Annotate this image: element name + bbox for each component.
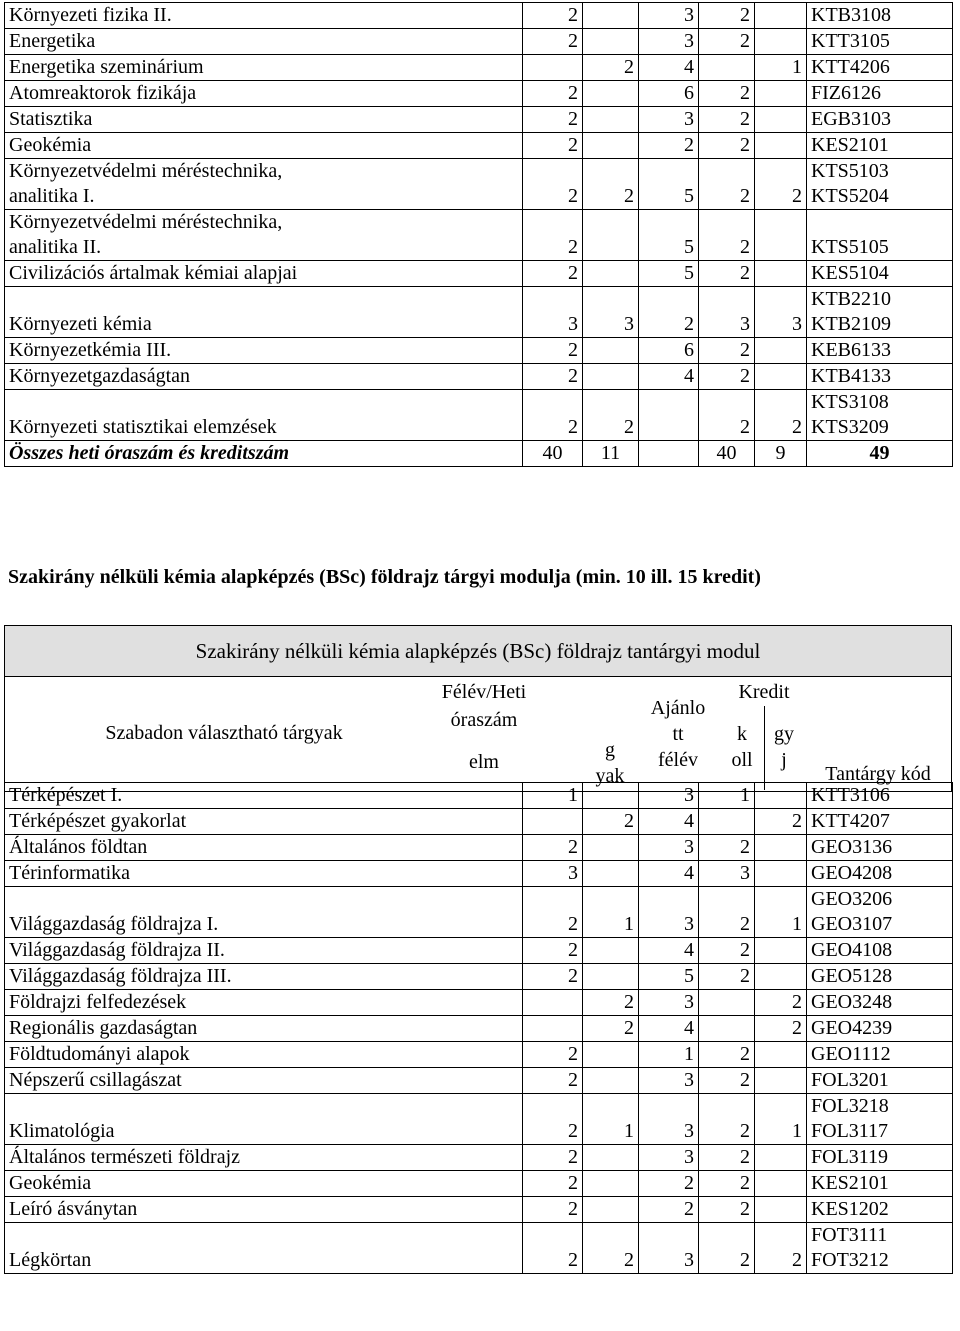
value-cell-a: 2 [523, 1197, 583, 1223]
value-cell-c: 2 [639, 1171, 699, 1197]
course-code [807, 1094, 953, 1145]
value-cell-c: 1 [639, 1042, 699, 1068]
value-cell-b: 2 [583, 809, 639, 835]
course-name: Geokémia [5, 133, 523, 159]
course-code: KEB6133 [807, 338, 953, 364]
value-cell-c: 3 [639, 1094, 699, 1145]
value-cell-e: 2 [755, 990, 807, 1016]
course-code [807, 159, 953, 210]
value-cell-e [755, 3, 807, 29]
value-cell-d: 2 [699, 338, 755, 364]
header-k: k [737, 723, 747, 745]
value-cell-a [523, 55, 583, 81]
course-name-line-2: Világgazdaság földrajza I. [9, 913, 219, 935]
value-cell-b [583, 133, 639, 159]
course-name-line-2: Környezeti statisztikai elemzések [9, 416, 277, 438]
course-code-line-2: KTS5105 [811, 236, 889, 258]
value-cell-d: 1 [699, 783, 755, 809]
value-cell-e [755, 938, 807, 964]
table-row [5, 133, 953, 159]
table-row [5, 261, 953, 287]
course-code-line-1 [811, 210, 948, 235]
table-row [5, 783, 953, 809]
value-cell-d: 2 [699, 261, 755, 287]
value-cell-a: 1 [523, 783, 583, 809]
value-cell-a: 2 [523, 29, 583, 55]
course-code: GEO5128 [807, 964, 953, 990]
value-cell-e [755, 338, 807, 364]
value-cell-a: 2 [523, 133, 583, 159]
value-cell-d: 2 [699, 390, 755, 441]
value-cell-b [583, 964, 639, 990]
course-name [5, 390, 523, 441]
course-name: Térképészet I. [5, 783, 523, 809]
value-cell-c: 6 [639, 81, 699, 107]
value-cell-a: 2 [523, 390, 583, 441]
value-cell-e [755, 835, 807, 861]
course-code-line-2: FOT3212 [811, 1249, 889, 1271]
value-cell-c: 3 [639, 1145, 699, 1171]
value-cell-e [755, 1042, 807, 1068]
course-name-line-1 [9, 1094, 518, 1119]
table-row [5, 55, 953, 81]
table-row [5, 990, 953, 1016]
course-code-line-1: KTS5103 [811, 160, 889, 182]
course-name: Földtudományi alapok [5, 1042, 523, 1068]
value-cell-b [583, 210, 639, 261]
value-cell-d [699, 990, 755, 1016]
value-cell-a: 2 [523, 1145, 583, 1171]
value-cell-c: 4 [639, 861, 699, 887]
value-cell-b [583, 107, 639, 133]
course-code: FOL3119 [807, 1145, 953, 1171]
course-code: GEO4239 [807, 1016, 953, 1042]
course-name: Térképészet gyakorlat [5, 809, 523, 835]
value-cell-a [523, 990, 583, 1016]
course-name-line-1 [9, 390, 518, 415]
value-cell-b: 2 [583, 1223, 639, 1274]
value-cell-a [523, 1016, 583, 1042]
value-cell-b [583, 1068, 639, 1094]
value-cell-d: 2 [699, 159, 755, 210]
course-code: KTB4133 [807, 364, 953, 390]
course-code: KES5104 [807, 261, 953, 287]
value-cell-a: 2 [523, 887, 583, 938]
course-code: KTB3108 [807, 3, 953, 29]
course-code: GEO1112 [807, 1042, 953, 1068]
course-name-line-2: Légkörtan [9, 1249, 92, 1271]
value-cell-b [583, 1197, 639, 1223]
value-cell-b: 2 [583, 990, 639, 1016]
course-name: Világgazdaság földrajza III. [5, 964, 523, 990]
course-name: Leíró ásványtan [5, 1197, 523, 1223]
table-row [5, 809, 953, 835]
value-cell-c: 6 [639, 338, 699, 364]
value-cell-d: 2 [699, 1197, 755, 1223]
table-row [5, 1171, 953, 1197]
value-cell-b [583, 29, 639, 55]
table-row [5, 887, 953, 938]
header-subjects: Szabadon választható tárgyak [105, 722, 343, 744]
course-name-line-2: Környezeti kémia [9, 313, 152, 335]
header-ajanlo-3: félév [658, 749, 698, 771]
module-banner: Szakirány nélküli kémia alapképzés (BSc) földrajz tantárgyi modul [4, 625, 952, 677]
value-cell-a: 2 [523, 210, 583, 261]
value-cell-e: 2 [755, 390, 807, 441]
course-code-line-1: GEO3206 [811, 888, 893, 910]
value-cell-c: 2 [639, 287, 699, 338]
value-cell-e: 1 [755, 55, 807, 81]
course-code: EGB3103 [807, 107, 953, 133]
value-cell-a: 2 [523, 1223, 583, 1274]
value-cell-a: 2 [523, 938, 583, 964]
value-cell-b [583, 364, 639, 390]
value-cell-d: 2 [699, 107, 755, 133]
value-cell-c: 4 [639, 1016, 699, 1042]
value-cell-e: 2 [755, 159, 807, 210]
value-cell-b: 3 [583, 287, 639, 338]
course-code: KTT4206 [807, 55, 953, 81]
course-name-line-2: analitika II. [9, 236, 102, 258]
value-cell-e [755, 81, 807, 107]
table-row [5, 1197, 953, 1223]
course-code: GEO3136 [807, 835, 953, 861]
value-cell-c: 5 [639, 210, 699, 261]
value-cell-d: 2 [699, 3, 755, 29]
course-code [807, 210, 953, 261]
course-code [807, 287, 953, 338]
value-cell-e [755, 1145, 807, 1171]
total-label: Összes heti óraszám és kreditszám [5, 441, 523, 467]
value-cell-c: 4 [639, 938, 699, 964]
course-name: Népszerű csillagászat [5, 1068, 523, 1094]
value-cell-b [583, 338, 639, 364]
value-cell-e [755, 210, 807, 261]
value-cell-c: 5 [639, 964, 699, 990]
value-cell-a: 2 [523, 261, 583, 287]
table-row [5, 861, 953, 887]
course-name [5, 887, 523, 938]
value-cell-c: 3 [639, 887, 699, 938]
course-code-line-1: FOT3111 [811, 1224, 888, 1246]
course-name [5, 210, 523, 261]
value-cell-e: 3 [755, 287, 807, 338]
course-name: Környezetgazdaságtan [5, 364, 523, 390]
value-cell-e [755, 1068, 807, 1094]
header-ajanlo-2: tt [672, 723, 684, 745]
header-oraszam: óraszám [450, 709, 518, 731]
value-cell-e [755, 861, 807, 887]
table-row [5, 338, 953, 364]
value-cell-c [639, 390, 699, 441]
table-row [5, 938, 953, 964]
value-cell-d: 2 [699, 964, 755, 990]
value-cell-d [699, 1016, 755, 1042]
course-name: Energetika [5, 29, 523, 55]
table-row [5, 1145, 953, 1171]
value-cell-d [699, 809, 755, 835]
course-name-line-2: Klimatológia [9, 1120, 115, 1142]
course-name-line-1 [9, 287, 518, 312]
value-cell-b [583, 783, 639, 809]
value-cell-e [755, 29, 807, 55]
header-g: g [605, 739, 615, 761]
value-cell-b [583, 261, 639, 287]
value-cell-e: 2 [755, 1223, 807, 1274]
value-cell-d: 2 [699, 1171, 755, 1197]
value-cell-b [583, 835, 639, 861]
course-name: Civilizációs ártalmak kémiai alapjai [5, 261, 523, 287]
course-code: KTT3105 [807, 29, 953, 55]
total-value-c [639, 441, 699, 467]
value-cell-d: 2 [699, 210, 755, 261]
value-cell-a: 2 [523, 81, 583, 107]
value-cell-b: 2 [583, 159, 639, 210]
value-cell-a: 2 [523, 964, 583, 990]
value-cell-e: 1 [755, 887, 807, 938]
course-name: Statisztika [5, 107, 523, 133]
header-felev-heti: Félév/Heti [441, 681, 527, 703]
value-cell-e: 2 [755, 1016, 807, 1042]
course-code: KES2101 [807, 133, 953, 159]
value-cell-b [583, 938, 639, 964]
value-cell-a: 2 [523, 364, 583, 390]
value-cell-c: 3 [639, 29, 699, 55]
course-name: Energetika szeminárium [5, 55, 523, 81]
value-cell-c: 3 [639, 3, 699, 29]
course-code: GEO4208 [807, 861, 953, 887]
value-cell-e [755, 107, 807, 133]
value-cell-a: 2 [523, 1042, 583, 1068]
value-cell-b: 1 [583, 1094, 639, 1145]
value-cell-c: 3 [639, 835, 699, 861]
total-value-b: 11 [583, 441, 639, 467]
value-cell-d: 2 [699, 1145, 755, 1171]
value-cell-a: 2 [523, 338, 583, 364]
value-cell-c: 2 [639, 133, 699, 159]
course-name: Földrajzi felfedezések [5, 990, 523, 1016]
course-name: Atomreaktorok fizikája [5, 81, 523, 107]
value-cell-d: 2 [699, 81, 755, 107]
total-row [5, 441, 953, 467]
course-code: KES1202 [807, 1197, 953, 1223]
course-code: FOL3201 [807, 1068, 953, 1094]
course-name [5, 287, 523, 338]
value-cell-b [583, 1171, 639, 1197]
value-cell-a [523, 809, 583, 835]
value-cell-c: 5 [639, 159, 699, 210]
value-cell-e [755, 964, 807, 990]
value-cell-d: 2 [699, 887, 755, 938]
value-cell-b: 2 [583, 1016, 639, 1042]
value-cell-a: 3 [523, 861, 583, 887]
value-cell-d: 2 [699, 1223, 755, 1274]
course-name: Általános természeti földrajz [5, 1145, 523, 1171]
value-cell-c: 4 [639, 364, 699, 390]
header-oll: oll [731, 749, 753, 771]
header-code: Tantárgy kód [825, 763, 931, 785]
course-code: KTT4207 [807, 809, 953, 835]
header-yak: yak [595, 765, 625, 787]
table-row [5, 1068, 953, 1094]
course-code-line-1: KTB2210 [811, 288, 891, 310]
course-code-line-2: FOL3117 [811, 1120, 889, 1142]
table-row [5, 3, 953, 29]
module-title: Szakirány nélküli kémia alapképzés (BSc) földrajz tárgyi modulja (min. 10 ill. 15 kredit) [8, 566, 761, 588]
value-cell-c: 5 [639, 261, 699, 287]
value-cell-a: 2 [523, 107, 583, 133]
value-cell-d: 2 [699, 29, 755, 55]
course-code: KES2101 [807, 1171, 953, 1197]
course-code-line-1: KTS3108 [811, 391, 889, 413]
value-cell-c: 4 [639, 55, 699, 81]
total-value-d: 40 [699, 441, 755, 467]
value-cell-e [755, 364, 807, 390]
value-cell-b [583, 861, 639, 887]
module-course-table [4, 782, 953, 1274]
value-cell-c: 2 [639, 1197, 699, 1223]
course-name [5, 159, 523, 210]
value-cell-e [755, 1171, 807, 1197]
header-gy: gy [774, 723, 794, 745]
table-row [5, 1223, 953, 1274]
table-row [5, 81, 953, 107]
header-ajanlo-1: Ajánlo [650, 697, 706, 719]
value-cell-d: 2 [699, 938, 755, 964]
value-cell-e [755, 133, 807, 159]
total-credits: 49 [807, 441, 953, 467]
course-code-line-2: KTS3209 [811, 416, 889, 438]
course-name: Geokémia [5, 1171, 523, 1197]
course-name [5, 1094, 523, 1145]
course-code [807, 1223, 953, 1274]
total-value-a: 40 [523, 441, 583, 467]
value-cell-b [583, 1145, 639, 1171]
course-code-line-2: KTB2109 [811, 313, 891, 335]
value-cell-c: 3 [639, 1068, 699, 1094]
value-cell-b [583, 81, 639, 107]
course-name-line-1 [9, 887, 518, 912]
value-cell-d: 3 [699, 861, 755, 887]
table-row [5, 390, 953, 441]
course-code: KTT3106 [807, 783, 953, 809]
course-code: FIZ6126 [807, 81, 953, 107]
value-cell-a: 2 [523, 3, 583, 29]
value-cell-b [583, 3, 639, 29]
header-kredit: Kredit [738, 681, 790, 703]
course-code [807, 887, 953, 938]
table-row [5, 287, 953, 338]
value-cell-d: 2 [699, 133, 755, 159]
table-row [5, 1016, 953, 1042]
table-row [5, 1094, 953, 1145]
course-name: Környezeti fizika II. [5, 3, 523, 29]
table-row [5, 159, 953, 210]
table-row [5, 29, 953, 55]
value-cell-d: 2 [699, 1094, 755, 1145]
table-row [5, 1042, 953, 1068]
value-cell-a: 3 [523, 287, 583, 338]
module-table-header [4, 676, 952, 792]
value-cell-e [755, 261, 807, 287]
table-row [5, 107, 953, 133]
course-name-line-1: Környezetvédelmi méréstechnika, [9, 160, 283, 182]
course-name: Térinformatika [5, 861, 523, 887]
value-cell-a: 2 [523, 1094, 583, 1145]
total-value-e: 9 [755, 441, 807, 467]
value-cell-e [755, 783, 807, 809]
value-cell-c: 3 [639, 783, 699, 809]
value-cell-d [699, 55, 755, 81]
value-cell-b: 2 [583, 390, 639, 441]
table-row [5, 364, 953, 390]
value-cell-c: 3 [639, 1223, 699, 1274]
value-cell-a: 2 [523, 159, 583, 210]
value-cell-b: 2 [583, 55, 639, 81]
value-cell-d: 2 [699, 1042, 755, 1068]
header-elm: elm [469, 751, 499, 773]
course-name-line-1: Környezetvédelmi méréstechnika, [9, 211, 283, 233]
value-cell-e [755, 1197, 807, 1223]
top-course-table [4, 2, 953, 467]
course-name: Regionális gazdaságtan [5, 1016, 523, 1042]
table-row [5, 835, 953, 861]
value-cell-c: 4 [639, 809, 699, 835]
course-code [807, 390, 953, 441]
course-name: Általános földtan [5, 835, 523, 861]
value-cell-e: 2 [755, 809, 807, 835]
course-name-line-2: analitika I. [9, 185, 95, 207]
course-code: GEO3248 [807, 990, 953, 1016]
value-cell-b [583, 1042, 639, 1068]
value-cell-d: 2 [699, 1068, 755, 1094]
course-name: Világgazdaság földrajza II. [5, 938, 523, 964]
course-name [5, 1223, 523, 1274]
course-code: GEO4108 [807, 938, 953, 964]
value-cell-e: 1 [755, 1094, 807, 1145]
table-row [5, 964, 953, 990]
course-name-line-1 [9, 1223, 518, 1248]
value-cell-d: 3 [699, 287, 755, 338]
value-cell-c: 3 [639, 107, 699, 133]
value-cell-c: 3 [639, 990, 699, 1016]
value-cell-d: 2 [699, 835, 755, 861]
value-cell-b: 1 [583, 887, 639, 938]
course-code-line-2: KTS5204 [811, 185, 889, 207]
value-cell-d: 2 [699, 364, 755, 390]
table-row [5, 210, 953, 261]
header-j: j [781, 749, 787, 771]
value-cell-a: 2 [523, 1068, 583, 1094]
course-code-line-1: FOL3218 [811, 1095, 889, 1117]
value-cell-a: 2 [523, 835, 583, 861]
course-code-line-2: GEO3107 [811, 913, 893, 935]
course-name: Környezetkémia III. [5, 338, 523, 364]
value-cell-a: 2 [523, 1171, 583, 1197]
